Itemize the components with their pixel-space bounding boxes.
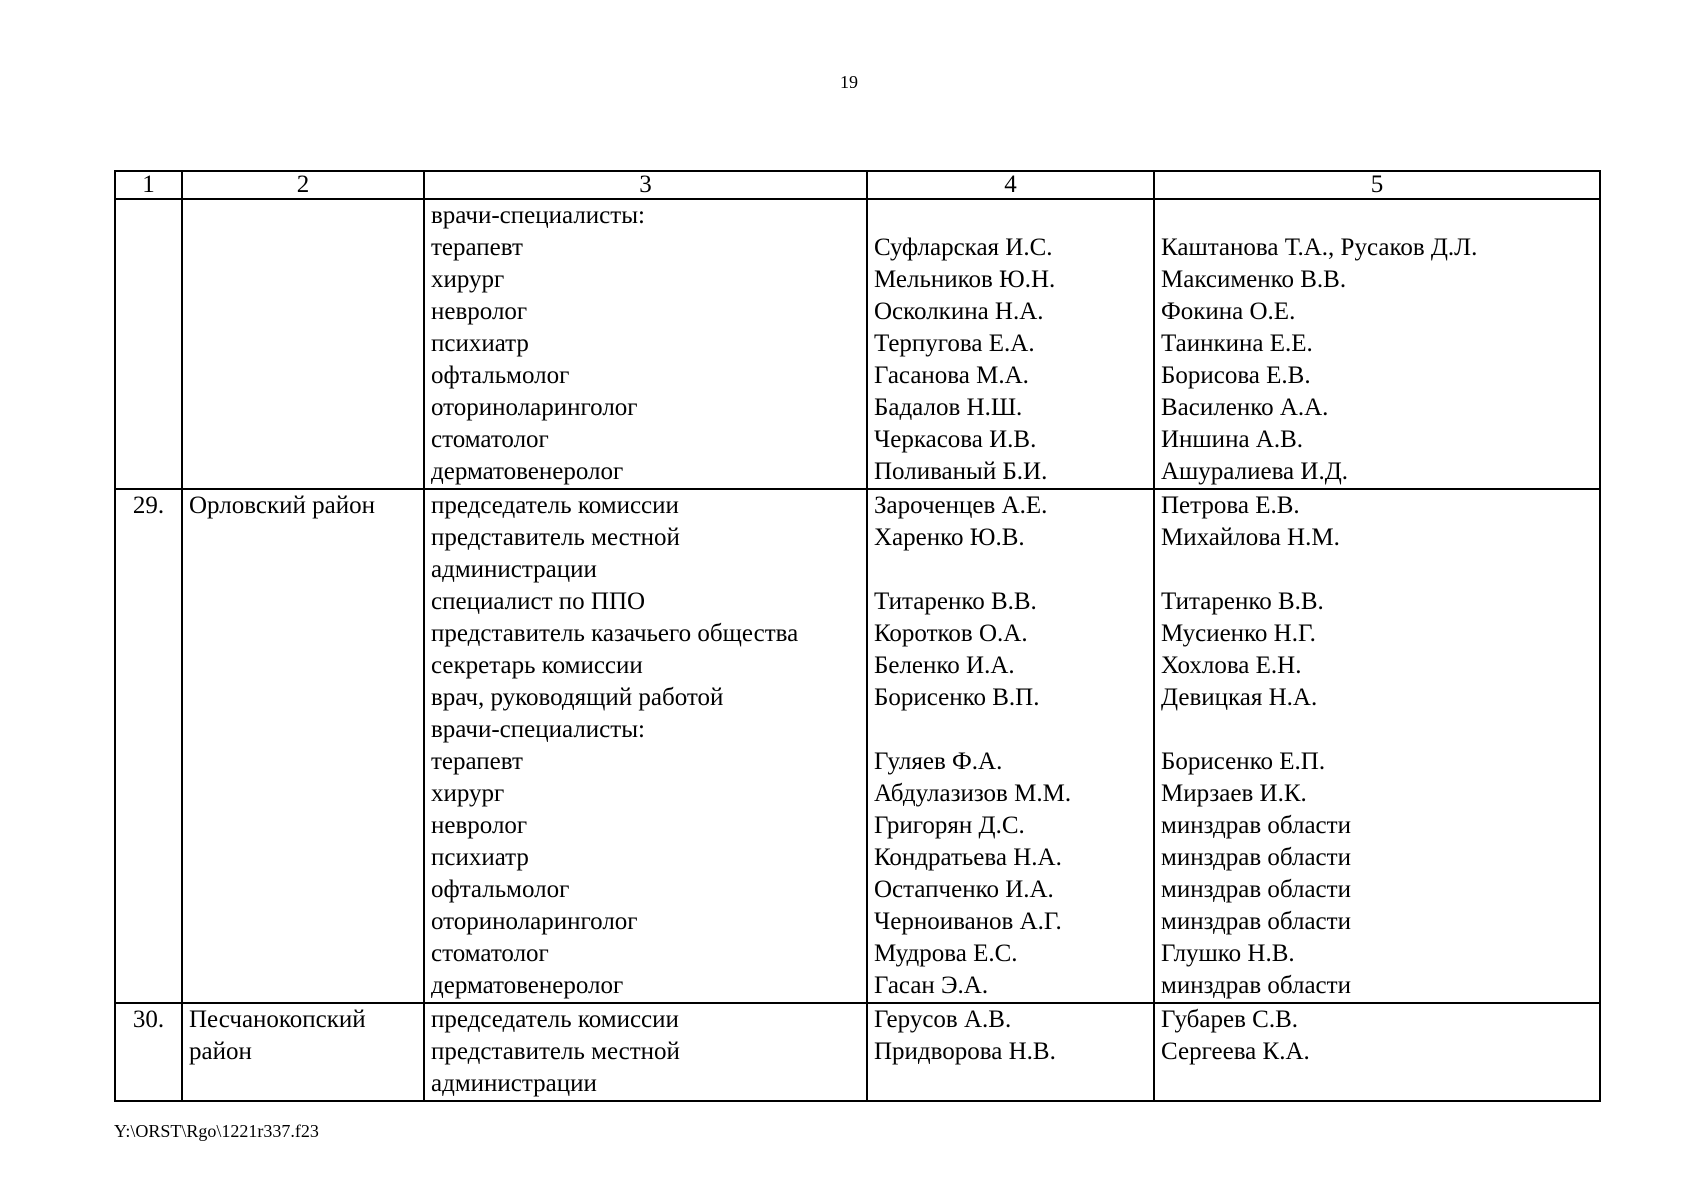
role-line: хирург <box>431 780 505 807</box>
row-number: 30. <box>115 1003 182 1101</box>
member-cell <box>867 1003 1154 1101</box>
reserve-name: минздрав области <box>1161 972 1351 999</box>
file-path-footer: Y:\ORST\Rgo\1221r337.f23 <box>114 1121 319 1141</box>
member-name: Мудрова Е.С. <box>874 940 1018 967</box>
reserve-name: Девицкая Н.А. <box>1161 684 1318 711</box>
header-row <box>115 171 1600 199</box>
role-line: председатель комиссии <box>431 492 679 519</box>
reserve-name: Мусиенко Н.Г. <box>1161 620 1316 647</box>
member-cell <box>867 489 1154 1003</box>
role-line: администрации <box>431 556 597 583</box>
reserve-name: минздрав области <box>1161 844 1351 871</box>
role-cell <box>424 489 867 1003</box>
member-name: Коротков О.А. <box>874 620 1028 647</box>
district-cell <box>182 199 424 489</box>
role-line: специалист по ППО <box>431 588 646 615</box>
reserve-name: Максименко В.В. <box>1161 266 1347 293</box>
reserve-name: Василенко А.А. <box>1161 394 1329 421</box>
role-line: офтальмолог <box>431 876 570 903</box>
member-name: Кондратьева Н.А. <box>874 844 1062 871</box>
reserve-cell <box>1154 199 1600 489</box>
role-line: председатель комиссии <box>431 1006 679 1033</box>
role-line: секретарь комиссии <box>431 652 643 679</box>
role-line: невролог <box>431 812 528 839</box>
role-line: представитель местной <box>431 1038 680 1065</box>
role-line: стоматолог <box>431 940 549 967</box>
member-name: Герусов А.В. <box>874 1006 1012 1033</box>
reserve-name: Титаренко В.В. <box>1161 588 1324 615</box>
role-line: представитель казачьего общества <box>431 620 799 647</box>
role-line: офтальмолог <box>431 362 570 389</box>
role-cell <box>424 199 867 489</box>
reserve-name: Таинкина Е.Е. <box>1161 330 1313 357</box>
member-name: Гасан Э.А. <box>874 972 989 999</box>
member-cell <box>867 199 1154 489</box>
role-line: врач, руководящий работой <box>431 684 724 711</box>
member-name: Черкасова И.В. <box>874 426 1037 453</box>
member-name <box>874 554 1147 586</box>
reserve-name: Ашуралиева И.Д. <box>1161 458 1348 485</box>
role-line: врачи-специалисты: <box>431 202 645 229</box>
role-line: терапевт <box>431 234 523 261</box>
reserve-cell <box>1154 489 1600 1003</box>
role-line: врачи-специалисты: <box>431 716 645 743</box>
role-line: дерматовенеролог <box>431 972 624 999</box>
reserve-name: Каштанова Т.А., Русаков Д.Л. <box>1161 234 1478 261</box>
member-name: Борисенко В.П. <box>874 684 1040 711</box>
reserve-name: Мирзаев И.К. <box>1161 780 1307 807</box>
member-name: Придворова Н.В. <box>874 1038 1056 1065</box>
reserve-name: Петрова Е.В. <box>1161 492 1300 519</box>
member-name: Зароченцев А.Е. <box>874 492 1048 519</box>
member-name: Терпугова Е.А. <box>874 330 1035 357</box>
role-line: психиатр <box>431 330 529 357</box>
member-name <box>874 1068 1147 1100</box>
member-name: Гасанова М.А. <box>874 362 1029 389</box>
commission-table <box>114 170 1601 1102</box>
member-name: Суфларская И.С. <box>874 234 1053 261</box>
reserve-name <box>1161 554 1593 586</box>
reserve-name: Глушко Н.В. <box>1161 940 1295 967</box>
role-line: терапевт <box>431 748 523 775</box>
page-number: 19 <box>840 72 858 92</box>
member-name: Гуляев Ф.А. <box>874 748 1003 775</box>
table-row <box>115 199 1600 489</box>
member-name: Харенко Ю.В. <box>874 524 1025 551</box>
reserve-name <box>1161 1068 1593 1100</box>
reserve-name <box>1161 714 1593 746</box>
table-row <box>115 489 1600 1003</box>
member-name: Абдулазизов М.М. <box>874 780 1072 807</box>
column-header-3: 3 <box>424 171 867 199</box>
role-line: хирург <box>431 266 505 293</box>
member-name: Мельников Ю.Н. <box>874 266 1056 293</box>
member-name: Григорян Д.С. <box>874 812 1025 839</box>
member-name: Титаренко В.В. <box>874 588 1037 615</box>
reserve-name: Фокина О.Е. <box>1161 298 1296 325</box>
reserve-name: минздрав области <box>1161 812 1351 839</box>
reserve-name: Сергеева К.А. <box>1161 1038 1310 1065</box>
reserve-name: Хохлова Е.Н. <box>1161 652 1302 679</box>
member-name: Поливаный Б.И. <box>874 458 1048 485</box>
district-cell <box>182 1003 424 1101</box>
role-line: психиатр <box>431 844 529 871</box>
reserve-cell <box>1154 1003 1600 1101</box>
reserve-name: Губарев С.В. <box>1161 1006 1298 1033</box>
role-line: представитель местной <box>431 524 680 551</box>
district-name-line: Песчанокопский <box>189 1006 366 1033</box>
reserve-name: минздрав области <box>1161 876 1351 903</box>
column-header-2: 2 <box>182 171 424 199</box>
role-line: администрации <box>431 1070 597 1097</box>
reserve-name: Борисенко Е.П. <box>1161 748 1326 775</box>
role-line: оториноларинголог <box>431 908 638 935</box>
member-name: Осколкина Н.А. <box>874 298 1044 325</box>
reserve-name: Борисова Е.В. <box>1161 362 1311 389</box>
member-name: Беленко И.А. <box>874 652 1015 679</box>
reserve-name: Иншина А.В. <box>1161 426 1304 453</box>
role-line: оториноларинголог <box>431 394 638 421</box>
row-number: 29. <box>115 489 182 1003</box>
role-cell <box>424 1003 867 1101</box>
district-name-line: район <box>189 1038 252 1065</box>
row-number <box>115 199 182 489</box>
member-name: Черноиванов А.Г. <box>874 908 1062 935</box>
reserve-name <box>1161 200 1593 232</box>
district-name-line: Орловский район <box>189 492 375 519</box>
column-header-4: 4 <box>867 171 1154 199</box>
member-name <box>874 714 1147 746</box>
role-line: стоматолог <box>431 426 549 453</box>
column-header-5: 5 <box>1154 171 1600 199</box>
column-header-1: 1 <box>115 171 182 199</box>
reserve-name: Михайлова Н.М. <box>1161 524 1340 551</box>
member-name: Бадалов Н.Ш. <box>874 394 1023 421</box>
reserve-name: минздрав области <box>1161 908 1351 935</box>
member-name: Остапченко И.А. <box>874 876 1054 903</box>
member-name <box>874 200 1147 232</box>
role-line: невролог <box>431 298 528 325</box>
district-cell <box>182 489 424 1003</box>
role-line: дерматовенеролог <box>431 458 624 485</box>
table-row <box>115 1003 1600 1101</box>
